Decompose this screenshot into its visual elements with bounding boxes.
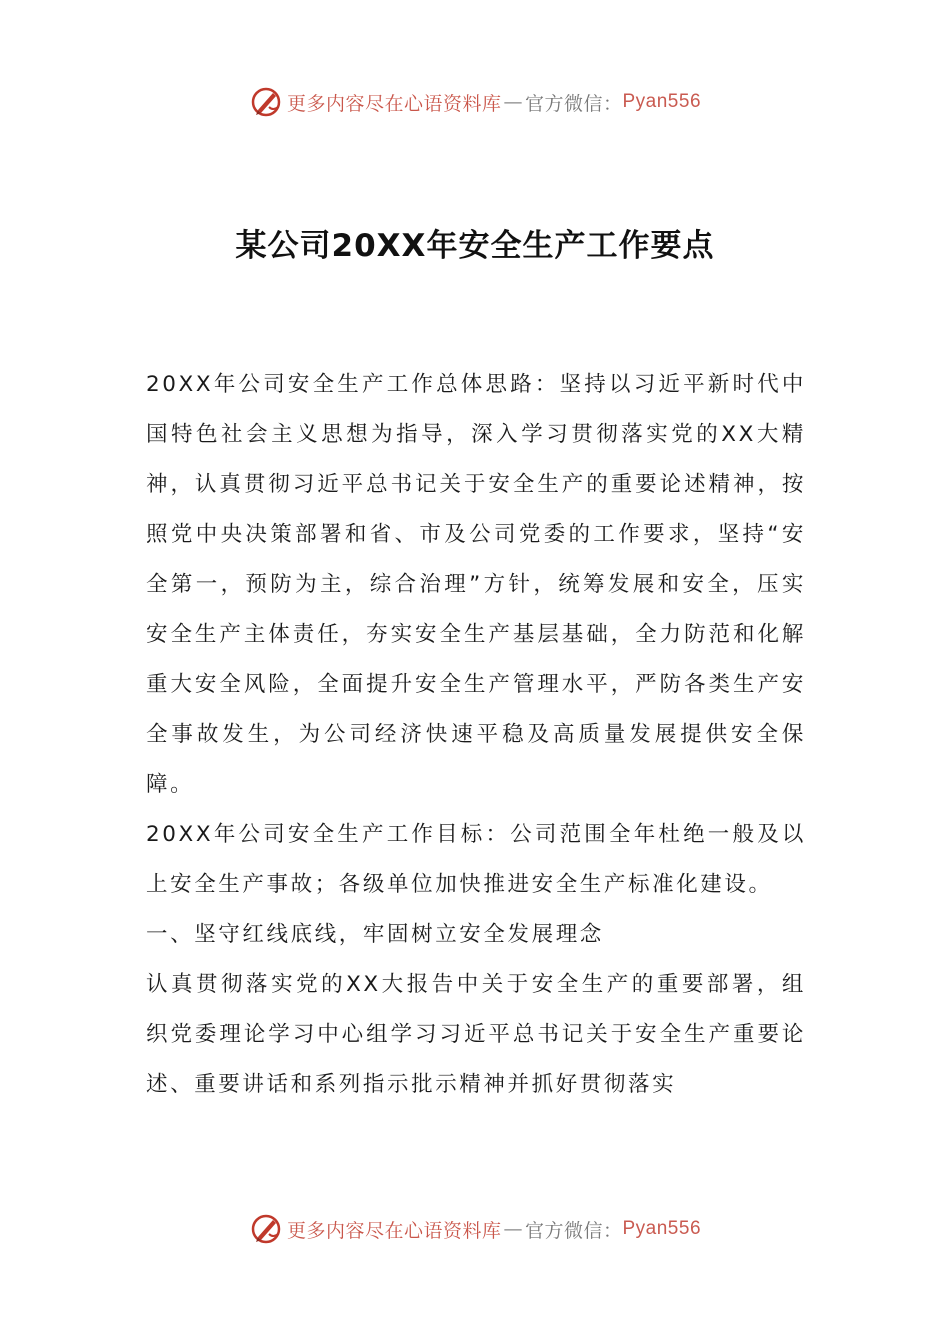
- document-title: 某公司20XX年安全生产工作要点: [235, 228, 715, 264]
- pen-logo-icon: [249, 85, 283, 119]
- banner-dash: —: [503, 91, 523, 113]
- banner-wechat-id: Pyan556: [622, 1218, 702, 1239]
- paragraph-work-goals: 20XX年公司安全生产工作目标：公司范围全年杜绝一般及以上安全生产事故；各级单位加快推进安全生产标准化建设。: [146, 822, 806, 897]
- banner-main-text: 更多内容尽在心语资料库: [286, 1219, 502, 1242]
- section-heading-one: 一、坚守红线底线，牢固树立安全发展理念: [146, 922, 604, 947]
- banner-main-text: 更多内容尽在心语资料库: [286, 92, 502, 115]
- pen-logo-icon: [249, 1212, 283, 1246]
- footer-banner: [0, 1209, 950, 1249]
- banner-dash: —: [503, 1218, 523, 1240]
- document-body: [146, 360, 806, 1110]
- banner-sub-text: 官方微信：: [524, 92, 623, 115]
- paragraph-section-one: 认真贯彻落实党的XX大报告中关于安全生产的重要部署，组织党委理论学习中心组学习习近平总书记关于安全生产重要论述、重要讲话和系列指示批示精神并抓好贯彻落实: [146, 972, 806, 1097]
- paragraph-overall-approach: 20XX年公司安全生产工作总体思路：坚持以习近平新时代中国特色社会主义思想为指导，深入学习贯彻落实党的XX大精神，认真贯彻习近平总书记关于安全生产的重要论述精神，按照党中央决策部署和省、市及公司党委的工作要求，坚持“安全第一，预防为主，综合治理”方针，统筹发展和安全，压实安全生产主体责任，夯实安全生产基层基础，全力防范和化解重大安全风险，全面提升安全生产管理水平，严防各类生产安全事故发生，为公司经济快速平稳及高质量发展提供安全保障。: [146, 372, 806, 797]
- banner-wechat-id: Pyan556: [622, 91, 702, 112]
- banner-sub-text: 官方微信：: [524, 1219, 623, 1242]
- header-banner: [0, 82, 950, 122]
